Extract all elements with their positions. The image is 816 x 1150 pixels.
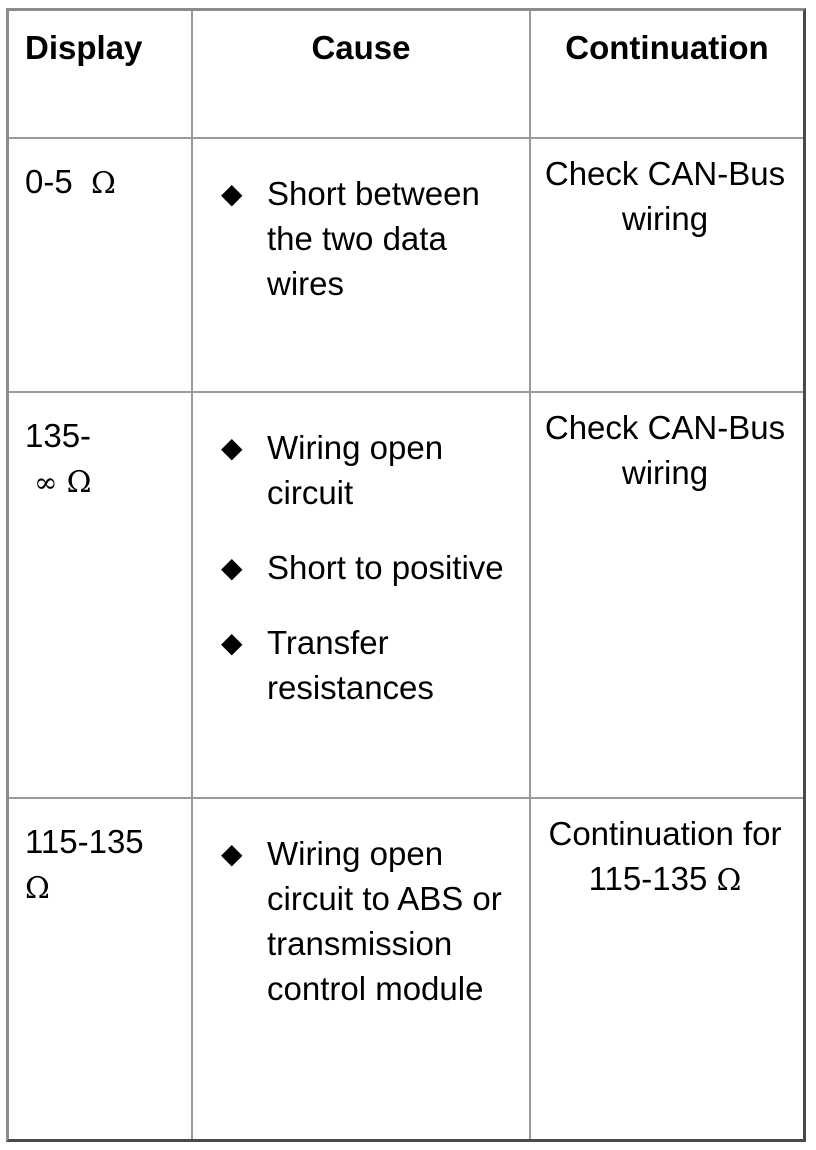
ohm-unit: Ω	[25, 871, 50, 906]
table-row	[9, 139, 803, 393]
cause-list	[193, 139, 529, 306]
continuation-cell	[531, 799, 803, 1139]
header-display	[9, 11, 193, 139]
cause-text: Wiring open circuit	[267, 429, 444, 511]
table-row	[9, 799, 803, 1139]
cause-cell	[193, 393, 531, 799]
display-value: 0-5	[25, 163, 73, 200]
header-cause	[193, 11, 531, 139]
diamond-bullet-icon: ◆	[221, 551, 243, 584]
display-cell	[9, 393, 193, 799]
cause-list	[193, 799, 529, 1011]
cause-cell	[193, 799, 531, 1139]
table-row	[9, 393, 803, 799]
ohm-unit: Ω	[716, 863, 742, 898]
header-continuation-label: Continuation	[565, 29, 769, 66]
cause-item	[221, 425, 529, 515]
diamond-bullet-icon: ◆	[221, 431, 243, 464]
cause-item	[221, 545, 529, 590]
cause-item	[221, 620, 529, 710]
ohm-unit: Ω	[66, 465, 92, 500]
header-continuation	[531, 11, 803, 139]
cause-list	[193, 393, 529, 710]
continuation-text: Check CAN-Bus wiring	[544, 409, 786, 491]
cause-cell	[193, 139, 531, 393]
cause-text: Transfer resistances	[267, 624, 434, 706]
display-cell	[9, 139, 193, 393]
cause-item	[221, 171, 529, 306]
cause-text: Wiring open circuit to ABS or transmission control module	[267, 835, 502, 1007]
diagnostic-table-frame	[6, 8, 806, 1142]
diamond-bullet-icon: ◆	[221, 626, 243, 659]
header-display-label: Display	[25, 29, 143, 66]
display-value: 135-	[25, 417, 92, 454]
table-header-row	[9, 11, 803, 139]
diamond-bullet-icon: ◆	[221, 177, 243, 210]
continuation-block	[531, 799, 803, 903]
infinity-symbol: ∞	[34, 466, 58, 499]
header-cause-label: Cause	[311, 29, 411, 66]
diamond-bullet-icon: ◆	[221, 837, 243, 870]
diagnostic-table	[9, 11, 803, 1139]
cause-item	[221, 831, 529, 1011]
ohm-unit: Ω	[91, 166, 116, 201]
continuation-cell	[531, 139, 803, 393]
cause-text: Short between the two data wires	[267, 175, 480, 302]
continuation-cell	[531, 393, 803, 799]
cause-text: Short to positive	[267, 549, 504, 586]
display-cell	[9, 799, 193, 1139]
display-value: 115-135	[25, 823, 144, 860]
continuation-text: Continuation for 115-135	[548, 815, 782, 897]
continuation-text: Check CAN-Bus wiring	[544, 155, 786, 237]
